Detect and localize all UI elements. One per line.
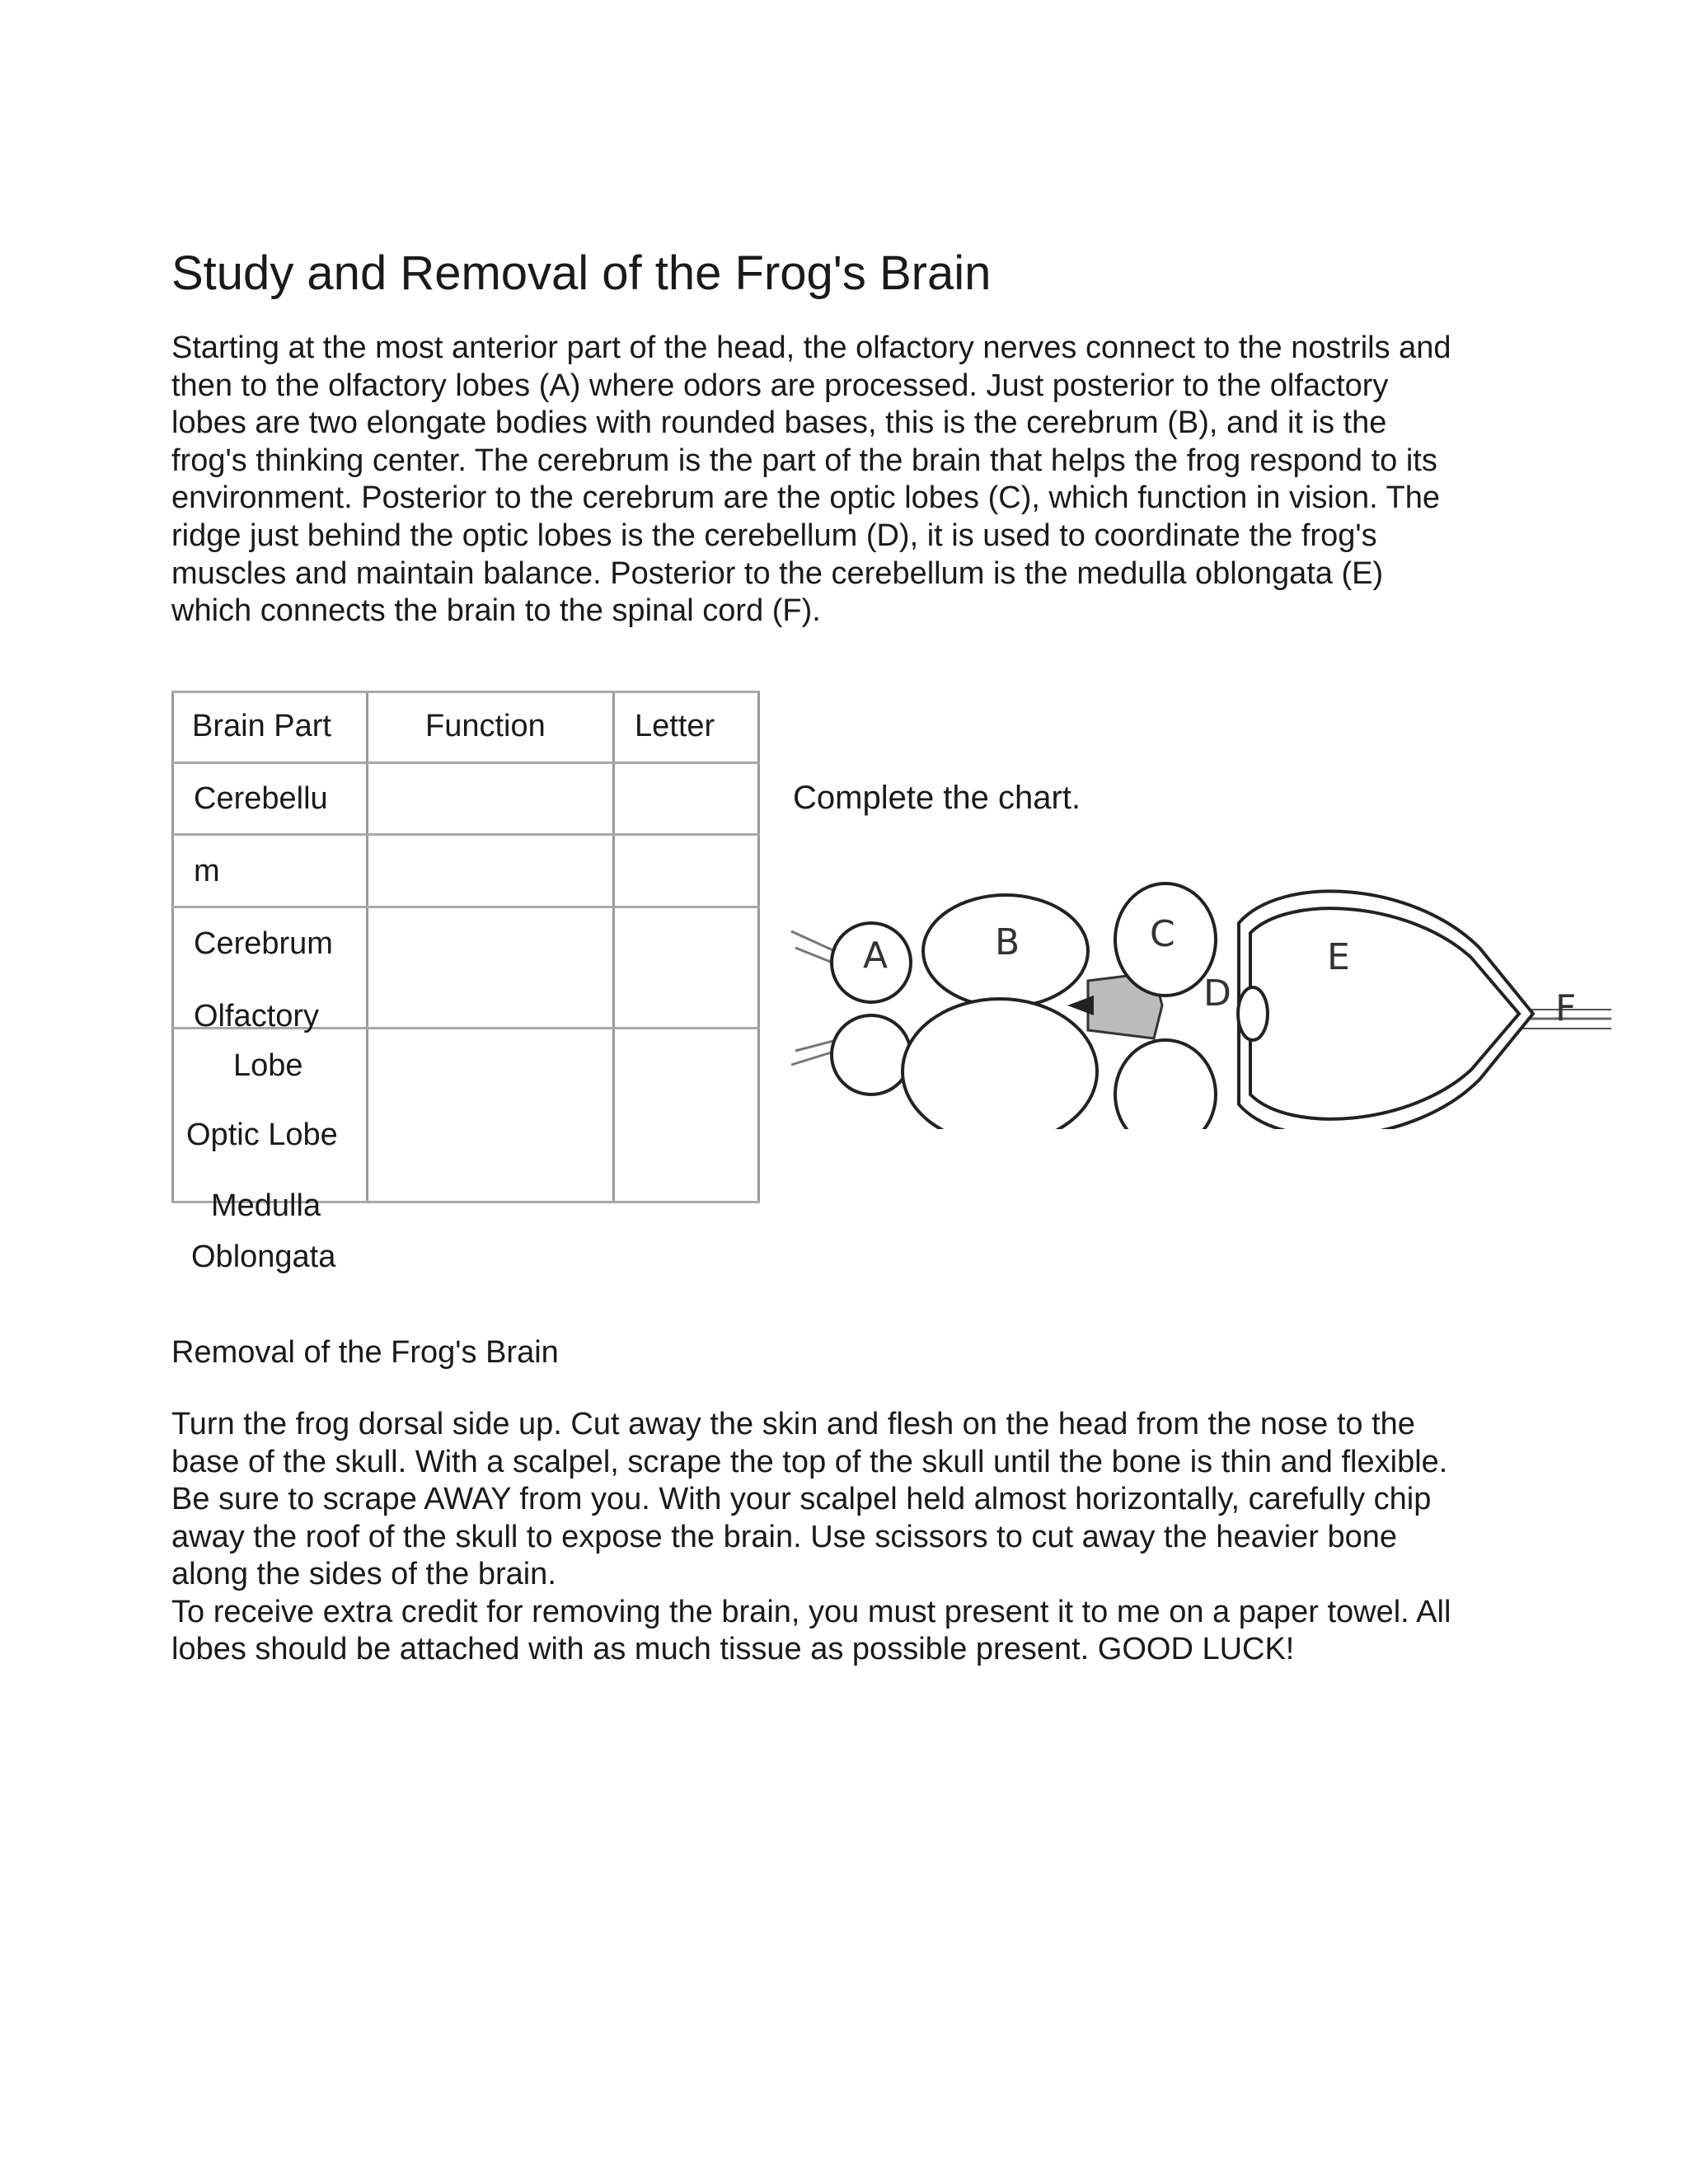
page-title: Study and Removal of the Frog's Brain [171,246,992,300]
text-line: lobes should be attached with as much tissue as possible present. GOOD LUCK! [171,1632,1295,1666]
dark-notch [1067,996,1094,1015]
table-border [171,691,174,1203]
table-border [612,691,615,1203]
olfactory-nerve [791,1051,837,1065]
cerebrum-bottom [903,999,1097,1129]
brain-part-label: m [194,854,220,888]
text-line: ridge just behind the optic lobes is the cerebellum (D), it is used to coordinate the frog's [171,518,1377,553]
brain-part-label: Cerebrum [194,926,333,961]
text-line: Turn the frog dorsal side up. Cut away the skin and flesh on the head from the nose to the [171,1407,1415,1441]
diagram-label-c: C [1150,913,1175,955]
table-border [171,833,760,836]
text-line: away the roof of the skull to expose the brain. Use scissors to cut away the heavier bone [171,1519,1398,1554]
medulla-inner [1250,908,1519,1119]
text-line: environment. Posterior to the cerebrum are the optic lobes (C), which function in vision. The [171,480,1441,516]
text-line: Be sure to scrape AWAY from you. With your scalpel held almost horizontally, carefully chip [171,1482,1432,1516]
brain-part-label: Optic Lobe [186,1118,338,1152]
brain-parts-table [171,691,760,1274]
diagram-label-d: D [1203,972,1231,1015]
table-border [171,691,760,693]
column-header-brain-part: Brain Part [192,709,331,743]
cerebellum [1238,987,1268,1040]
table-border [171,906,760,908]
text-line: along the sides of the brain. [171,1557,556,1591]
brain-part-label: Olfactory [194,999,320,1033]
table-border [757,691,760,1203]
text-line: lobes are two elongate bodies with rounded bases, this is the cerebrum (B), and it is the [171,405,1387,441]
text-line: muscles and maintain balance. Posterior to the cerebellum is the medulla oblongata (E) [171,555,1384,591]
text-line: Starting at the most anterior part of the head, the olfactory nerves connect to the nostrils and [171,330,1451,365]
brain-part-label: Oblongata [191,1240,336,1274]
column-header-letter: Letter [635,709,715,743]
text-line: base of the skull. With a scalpel, scrape the top of the skull until the bone is thin and flexible. [171,1444,1448,1479]
brain-part-label: Cerebellu [194,781,328,816]
optic-lobe-bottom [1115,1040,1216,1129]
column-header-function: Function [425,709,546,743]
text-line: frog's thinking center. The cerebrum is the part of the brain that helps the frog respond to its [171,443,1437,478]
text-line: then to the olfactory lobes (A) where odors are processed. Just posterior to the olfactory [171,368,1389,403]
table-border [366,691,368,1203]
diagram-label-e: E [1327,936,1350,978]
section-heading: Removal of the Frog's Brain [171,1335,559,1370]
frog-brain-diagram [787,849,1611,1129]
brain-part-label: Medulla [211,1188,321,1223]
brain-part-label: Lobe [233,1048,303,1083]
intro-paragraph [171,330,1523,630]
text-line: which connects the brain to the spinal cord (F). [171,593,821,629]
diagram-label-b: B [995,921,1020,963]
text-line: To receive extra credit for removing the brain, you must present it to me on a paper towel. All [171,1594,1451,1629]
table-border [171,762,760,764]
chart-instruction: Complete the chart. [793,780,1081,816]
olfactory-lobe-bottom [832,1015,911,1094]
diagram-label-f: F [1555,987,1577,1029]
removal-paragraph [171,1406,1523,1669]
diagram-label-a: A [863,935,889,977]
